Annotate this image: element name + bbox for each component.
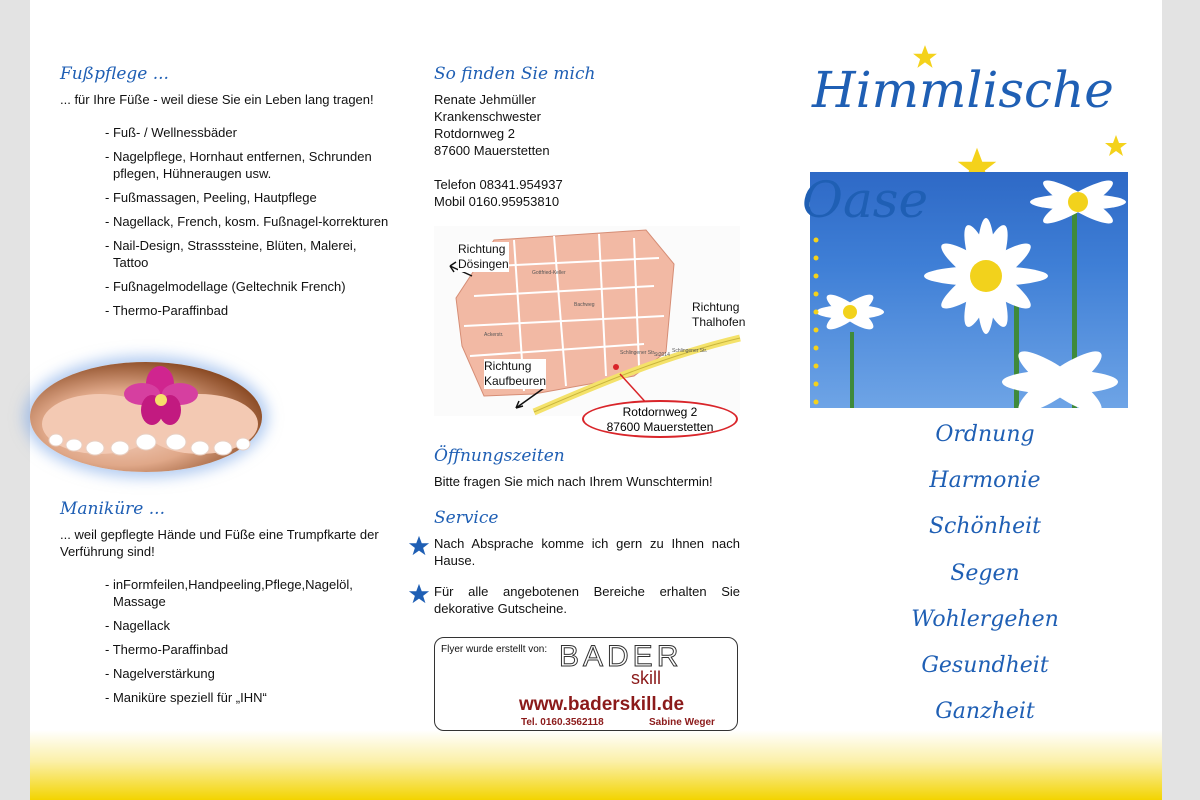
street-label: Schlingener Str.	[672, 348, 708, 354]
title-line-2: Oase	[802, 171, 929, 229]
title-line-1: Himmlische	[812, 61, 1114, 119]
marker-line: Rotdornweg 2	[622, 405, 698, 419]
map-label-kaufbeuren	[484, 359, 546, 389]
map-label-thalhofen	[692, 300, 745, 330]
value-word: Ganzheit	[935, 699, 1035, 724]
street-label: St2014	[654, 352, 670, 358]
service-heading: Service	[434, 508, 499, 528]
list-item: - Maniküre speziell für „IHN“	[105, 690, 267, 705]
credit-label: Flyer wurde erstellt von:	[441, 644, 548, 655]
list-item: - Nagellack	[105, 618, 171, 633]
credit-brand-top: BADER	[559, 640, 683, 673]
value-word: Wohlergehen	[911, 607, 1059, 632]
pedicure-heading: Fußpflege ...	[60, 64, 169, 84]
credit-brand-bottom: skill	[631, 668, 661, 688]
street-label: Ackerstr.	[484, 332, 504, 338]
list-item: - Nagellack, French, kosm. Fußnagel-korrekturen	[105, 214, 389, 229]
list-item: - Nagelpflege, Hornhaut entfernen, Schrunden pflegen, Hühneraugen usw.	[105, 149, 372, 181]
map-label-line: Dösingen	[458, 257, 509, 271]
address-line: 87600 Mauerstetten	[434, 143, 550, 158]
list-item: - Thermo-Paraffinbad	[105, 642, 229, 657]
manicure-list	[60, 576, 394, 706]
phone-line: Mobil 0160.95953810	[434, 194, 560, 209]
map-label-line: Richtung	[458, 242, 506, 256]
directions-section	[434, 66, 740, 210]
value-word: Harmonie	[929, 468, 1041, 493]
hours-text: Bitte fragen Sie mich nach Ihrem Wunschtermin!	[434, 474, 713, 489]
map-label-doesingen	[458, 242, 509, 272]
address-line: Renate Jehmüller	[434, 92, 536, 107]
feet-orchid-image	[30, 362, 262, 472]
phone-line: Telefon 08341.954937	[434, 177, 563, 192]
yellow-star-icon	[1104, 134, 1128, 158]
service-item	[434, 535, 740, 569]
blue-star-icon	[408, 583, 430, 605]
directions-heading: So finden Sie mich	[434, 64, 596, 84]
credit-url: www.baderskill.de	[519, 694, 685, 715]
service-item	[434, 583, 740, 617]
pedicure-section	[60, 66, 394, 326]
list-item: - Fußmassagen, Peeling, Hautpflege	[105, 190, 317, 205]
manicure-section	[60, 501, 394, 713]
list-item: - Nagelverstärkung	[105, 666, 215, 681]
service-section	[434, 510, 740, 631]
hours-section	[434, 448, 740, 490]
value-word: Ordnung	[935, 422, 1035, 447]
map-label-line: Thalhofen	[692, 315, 746, 329]
marker-line: 87600 Mauerstetten	[606, 420, 714, 434]
street-label: Gottfried-Keller	[532, 270, 566, 276]
address-block	[434, 91, 740, 210]
bottom-yellow-band	[30, 730, 1162, 800]
map-label-line: Richtung	[484, 359, 532, 373]
map-label-line: Richtung	[692, 300, 740, 314]
location-map	[434, 226, 746, 416]
list-item: - Nail-Design, Strasssteine, Blüten, Malerei, Tattoo	[105, 238, 357, 270]
yellow-star-icon	[912, 44, 938, 70]
map-address-marker	[582, 400, 738, 438]
pedicure-intro: ... für Ihre Füße - weil diese Sie ein Leben lang tragen!	[60, 92, 374, 107]
service-text: Für alle angebotenen Bereiche erhalten Sie dekorative Gutscheine.	[434, 584, 740, 616]
blue-star-icon	[408, 535, 430, 557]
manicure-intro: ... weil gepflegte Hände und Füße eine Trumpfkarte der Verführung sind!	[60, 527, 379, 559]
address-line: Rotdornweg 2	[434, 126, 515, 141]
address-line: Krankenschwester	[434, 109, 541, 124]
street-label: Schlingener Str.	[620, 350, 656, 356]
feet-illustration	[30, 362, 262, 472]
list-item: - Fußnagelmodellage (Geltechnik French)	[105, 279, 346, 294]
street-label: Bachweg	[574, 302, 595, 308]
map-label-line: Kaufbeuren	[484, 374, 547, 388]
value-word: Segen	[950, 561, 1020, 586]
designer-credit-box	[434, 637, 738, 731]
pedicure-list	[60, 124, 394, 319]
credit-name: Sabine Weger	[649, 717, 715, 728]
credit-phone: Tel. 0160.3562118	[521, 717, 604, 728]
value-word: Gesundheit	[921, 653, 1049, 678]
service-text: Nach Absprache komme ich gern zu Ihnen nach Hause.	[434, 536, 740, 568]
value-word: Schönheit	[928, 514, 1042, 539]
manicure-heading: Maniküre ...	[60, 499, 165, 519]
hours-heading: Öffnungszeiten	[434, 446, 565, 466]
list-item: - Thermo-Paraffinbad	[105, 303, 229, 318]
yellow-dot-border	[813, 236, 819, 406]
list-item: - inFormfeilen,Handpeeling,Pflege,Nagelöl, Massage	[105, 577, 353, 609]
flyer-sheet	[30, 0, 1162, 800]
list-item: - Fuß- / Wellnessbäder	[105, 125, 237, 140]
